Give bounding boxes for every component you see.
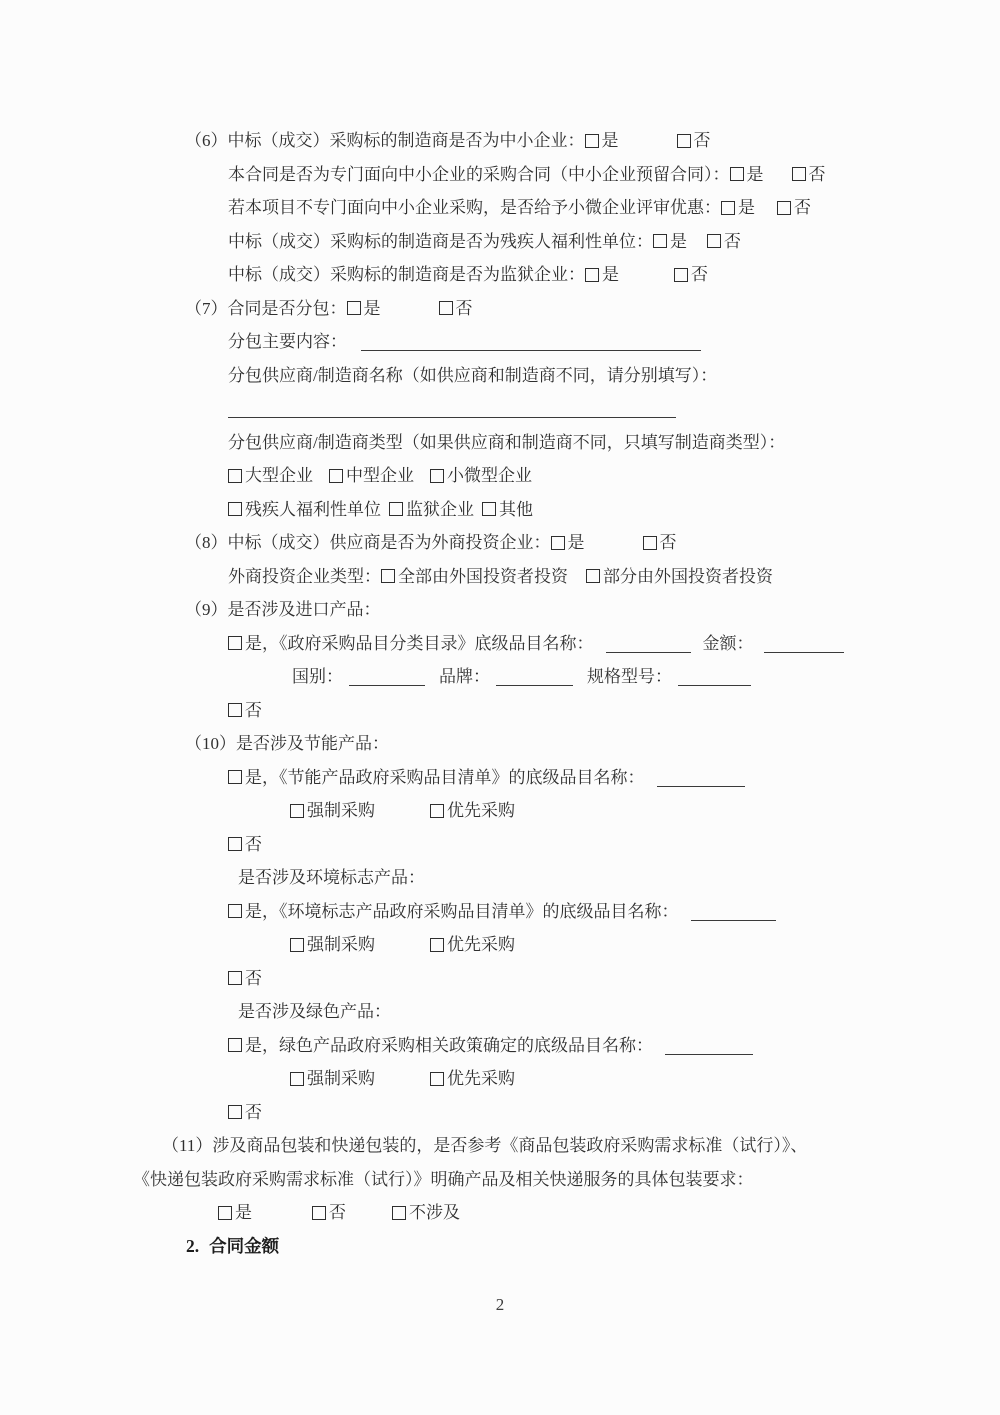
text-run: （7）合同是否分包：: [185, 298, 347, 318]
checkbox-label: 优先采购: [447, 1069, 515, 1088]
text-run: 绿色产品政府采购相关政策确定的底级品目名称：: [279, 1035, 653, 1055]
checkbox-partially-foreign-invested: [586, 567, 773, 586]
fill-in-blank-line: [228, 401, 676, 418]
checkbox-square-icon: [551, 536, 565, 550]
checkbox-square-icon: [777, 201, 791, 215]
checkbox-other: [482, 500, 533, 519]
fill-in-blank-line: [678, 669, 751, 686]
spacer: [764, 179, 792, 180]
form-line-item7-subcontract: [185, 292, 1000, 326]
checkbox-square-icon: [482, 502, 496, 516]
checkbox-label: 部分由外国投资者投资: [603, 566, 773, 586]
checkbox-large-enterprise: [228, 466, 313, 485]
checkbox-disabled-welfare-unit: [228, 500, 381, 519]
section-heading-contract-amount: [186, 1230, 1000, 1264]
checkbox-label: 否: [245, 700, 262, 720]
spacer: [619, 279, 674, 280]
form-line-foreign-invest-type: [228, 560, 1000, 594]
form-line-env-procurement-type: [290, 928, 1000, 962]
fill-in-blank-line: [361, 334, 701, 351]
checkbox-label: 否: [329, 1203, 346, 1222]
text-run: 《节能产品政府采购品目清单》的底级品目名称：: [279, 767, 645, 787]
checkbox-label: 优先采购: [447, 935, 515, 954]
checkbox-label: 监狱企业: [406, 499, 474, 519]
fill-in-blank-line: [349, 669, 425, 686]
checkbox-square-icon: [721, 201, 735, 215]
checkbox-small-micro-enterprise: [430, 466, 532, 485]
checkbox-square-icon: [347, 301, 361, 315]
checkbox-label: 否: [724, 231, 741, 251]
spacer: [347, 346, 361, 347]
form-line-reserved-contract: [228, 158, 1000, 192]
checkbox-yes: [551, 533, 585, 552]
checkbox-square-icon: [430, 469, 444, 483]
spacer: [375, 1083, 430, 1084]
checkbox-square-icon: [228, 770, 242, 784]
checkbox-yes: [347, 299, 381, 318]
checkbox-no: [439, 299, 473, 318]
spacer: [568, 581, 586, 582]
form-line-enterprise-size-options: [228, 459, 1000, 493]
form-line-import-no: [228, 694, 1000, 728]
checkbox-medium-enterprise: [329, 466, 414, 485]
checkbox-label: 是: [567, 533, 585, 552]
checkbox-label: 否: [245, 1102, 262, 1122]
form-line-energy-no: [228, 828, 1000, 862]
checkbox-yes: [585, 265, 619, 284]
text-run: 外商投资企业类型：: [228, 566, 381, 586]
text-run: 品牌：: [439, 667, 490, 686]
checkbox-label: 否: [691, 265, 708, 284]
form-line-item9-import-products: [185, 593, 1000, 627]
form-line-green-no: [228, 1096, 1000, 1130]
checkbox-no: [228, 701, 262, 720]
form-line-item6-sme: [185, 124, 1000, 158]
spacer: [375, 949, 430, 950]
spacer: [573, 681, 587, 682]
spacer: [313, 480, 329, 481]
checkbox-no: [312, 1203, 346, 1222]
checkbox-square-icon: [290, 938, 304, 952]
checkbox-square-icon: [228, 837, 242, 851]
form-line-enterprise-other-options: [228, 493, 1000, 527]
checkbox-prison-enterprise: [389, 500, 474, 519]
form-line-disabled-welfare: [228, 225, 1000, 259]
checkbox-label: 否: [808, 164, 826, 184]
text-run: 2.: [186, 1235, 200, 1256]
checkbox-yes: [228, 768, 279, 787]
checkbox-label: 是: [746, 164, 764, 184]
checkbox-label: 强制采购: [307, 1069, 375, 1088]
text-run: 《政府采购品目分类目录》底级品目名称：: [279, 633, 594, 653]
text-run: 若本项目不专门面向中小企业采购，是否给予小微企业评审优惠：: [228, 198, 721, 217]
checkbox-square-icon: [585, 134, 599, 148]
form-line-energy-procurement-type: [290, 794, 1000, 828]
form-line-subcontract-content: [228, 325, 1000, 359]
checkbox-label: 是，: [245, 1035, 279, 1055]
checkbox-label: 小微型企业: [447, 466, 532, 485]
checkbox-square-icon: [430, 804, 444, 818]
form-line-subcontract-supplier-type: [228, 426, 1000, 460]
checkbox-no: [228, 1103, 262, 1122]
spacer: [199, 1251, 209, 1252]
spacer: [375, 815, 430, 816]
checkbox-no: [674, 265, 708, 284]
checkbox-square-icon: [228, 636, 242, 650]
form-line-blank-fill: [228, 392, 1000, 426]
spacer: [679, 916, 691, 917]
form-line-item11-packaging-1: [162, 1129, 1000, 1163]
checkbox-square-icon: [381, 569, 395, 583]
form-line-item10-energy-saving: [185, 727, 1000, 761]
checkbox-label: 强制采购: [307, 935, 375, 954]
spacer: [425, 681, 439, 682]
checkbox-square-icon: [674, 268, 688, 282]
checkbox-no: [792, 165, 826, 184]
spacer: [381, 514, 389, 515]
text-run: 分包供应商/制造商类型（如果供应商和制造商不同，只填写制造商类型）：: [228, 432, 786, 452]
text-run: （9）是否涉及进口产品：: [185, 600, 381, 619]
text-run: 是否涉及绿色产品：: [238, 1002, 391, 1021]
checkbox-label: 不涉及: [409, 1203, 460, 1222]
checkbox-square-icon: [585, 268, 599, 282]
form-line-green-question: [238, 995, 1000, 1029]
checkbox-label: 强制采购: [307, 801, 375, 820]
checkbox-no: [228, 969, 262, 988]
checkbox-label: 大型企业: [245, 466, 313, 485]
checkbox-yes: [730, 165, 764, 184]
checkbox-square-icon: [312, 1206, 326, 1220]
spacer: [687, 246, 707, 247]
checkbox-label: 是，: [245, 901, 279, 921]
checkbox-square-icon: [389, 502, 403, 516]
checkbox-label: 残疾人福利性单位: [245, 499, 381, 519]
checkbox-label: 全部由外国投资者投资: [398, 566, 568, 586]
checkbox-not-involved: [392, 1203, 460, 1222]
spacer: [346, 1217, 392, 1218]
text-run: 规格型号：: [587, 667, 672, 686]
checkbox-no: [777, 198, 811, 217]
text-run: 合同金额: [209, 1235, 280, 1256]
checkbox-label: 否: [794, 198, 811, 217]
checkbox-square-icon: [228, 1105, 242, 1119]
fill-in-blank-line: [606, 636, 691, 653]
checkbox-no: [643, 533, 677, 552]
spacer: [474, 514, 482, 515]
form-line-subcontract-supplier-name: [228, 359, 1000, 393]
spacer: [585, 547, 643, 548]
checkbox-priority-procurement: [430, 935, 515, 954]
checkbox-square-icon: [228, 469, 242, 483]
checkbox-label: 是: [601, 131, 619, 150]
form-line-import-country-brand: [292, 660, 1000, 694]
form-line-env-yes-detail: [228, 895, 1000, 929]
checkbox-square-icon: [430, 1072, 444, 1086]
checkbox-label: 优先采购: [447, 801, 515, 820]
fill-in-blank-line: [665, 1038, 753, 1055]
text-run: 《环境标志产品政府采购品目清单》的底级品目名称：: [279, 901, 679, 921]
checkbox-label: 是: [602, 265, 619, 284]
checkbox-yes: [721, 198, 755, 217]
checkbox-priority-procurement: [430, 1069, 515, 1088]
spacer: [619, 145, 677, 146]
form-line-packaging-options: [218, 1196, 1000, 1230]
text-run: 金额：: [702, 633, 754, 653]
checkbox-no: [228, 835, 262, 854]
checkbox-label: 是: [738, 198, 755, 217]
fill-in-blank-line: [657, 770, 745, 787]
text-run: （6）中标（成交）采购标的制造商是否为中小企业：: [185, 131, 585, 150]
spacer: [252, 1217, 312, 1218]
checkbox-square-icon: [218, 1206, 232, 1220]
form-line-energy-yes-detail: [228, 761, 1000, 795]
text-run: 《快递包装政府采购需求标准（试行）》明确产品及相关快递服务的具体包装要求：: [133, 1169, 754, 1189]
checkbox-yes: [218, 1203, 252, 1222]
checkbox-label: 是: [670, 231, 687, 251]
spacer: [414, 480, 430, 481]
checkbox-label: 否: [245, 834, 262, 854]
text-run: 中标（成交）采购标的制造商是否为监狱企业：: [228, 265, 585, 284]
checkbox-label: 其他: [499, 499, 533, 519]
checkbox-square-icon: [677, 134, 691, 148]
spacer: [381, 313, 439, 314]
form-line-env-label-question: [238, 861, 1000, 895]
spacer: [755, 212, 777, 213]
form-line-green-procurement-type: [290, 1062, 1000, 1096]
checkbox-square-icon: [228, 502, 242, 516]
spacer: [594, 648, 606, 649]
checkbox-square-icon: [430, 938, 444, 952]
checkbox-label: 否: [245, 968, 262, 988]
checkbox-yes: [585, 131, 619, 150]
checkbox-yes: [228, 1036, 279, 1055]
checkbox-square-icon: [228, 971, 242, 985]
text-run: 分包主要内容：: [228, 332, 347, 351]
fill-in-blank-line: [496, 669, 573, 686]
checkbox-square-icon: [730, 167, 744, 181]
spacer: [691, 648, 703, 649]
spacer: [645, 782, 657, 783]
text-run: （10）是否涉及节能产品：: [185, 734, 389, 753]
checkbox-square-icon: [392, 1206, 406, 1220]
checkbox-square-icon: [707, 234, 721, 248]
text-run: （11）涉及商品包装和快递包装的，是否参考《商品包装政府采购需求标准（试行）》、: [162, 1136, 808, 1155]
checkbox-square-icon: [653, 234, 667, 248]
checkbox-square-icon: [643, 536, 657, 550]
text-run: 中标（成交）采购标的制造商是否为残疾人福利性单位：: [228, 231, 653, 251]
checkbox-priority-procurement: [430, 801, 515, 820]
checkbox-square-icon: [228, 703, 242, 717]
checkbox-label: 中型企业: [346, 466, 414, 485]
text-run: 本合同是否为专门面向中小企业的采购合同（中小企业预留合同）：: [228, 164, 730, 184]
checkbox-label: 是: [363, 298, 381, 318]
text-run: 国别：: [292, 667, 343, 686]
checkbox-square-icon: [290, 1072, 304, 1086]
fill-in-blank-line: [764, 636, 844, 653]
text-run: 分包供应商/制造商名称（如供应商和制造商不同，请分别填写）：: [228, 365, 718, 385]
page-number: 2: [495, 1295, 505, 1314]
form-line-item8-foreign-invested: [185, 526, 1000, 560]
checkbox-square-icon: [228, 904, 242, 918]
checkbox-square-icon: [329, 469, 343, 483]
checkbox-square-icon: [439, 301, 453, 315]
text-run: 是否涉及环境标志产品：: [238, 868, 425, 887]
form-line-item11-packaging-2: [133, 1163, 1000, 1197]
checkbox-square-icon: [586, 569, 600, 583]
checkbox-label: 否: [659, 533, 677, 552]
checkbox-label: 是，: [245, 767, 279, 787]
checkbox-no: [677, 131, 711, 150]
checkbox-mandatory-procurement: [290, 935, 375, 954]
form-line-green-yes-detail: [228, 1029, 1000, 1063]
checkbox-square-icon: [228, 1038, 242, 1052]
fill-in-blank-line: [691, 904, 776, 921]
checkbox-square-icon: [290, 804, 304, 818]
spacer: [754, 648, 764, 649]
checkbox-label: 否: [693, 131, 711, 150]
form-line-small-micro-preference: [228, 191, 1000, 225]
spacer: [653, 1050, 665, 1051]
form-line-env-no: [228, 962, 1000, 996]
checkbox-no: [707, 232, 741, 251]
checkbox-label: 否: [455, 298, 473, 318]
checkbox-yes: [653, 232, 687, 251]
checkbox-yes: [228, 634, 279, 653]
form-line-import-yes-detail: [228, 627, 1000, 661]
checkbox-label: 是，: [245, 633, 279, 653]
checkbox-mandatory-procurement: [290, 801, 375, 820]
form-line-prison-enterprise: [228, 258, 1000, 292]
text-run: （8）中标（成交）供应商是否为外商投资企业：: [185, 533, 551, 552]
checkbox-mandatory-procurement: [290, 1069, 375, 1088]
checkbox-square-icon: [792, 167, 806, 181]
checkbox-fully-foreign-invested: [381, 567, 568, 586]
checkbox-label: 是: [235, 1203, 252, 1222]
checkbox-yes: [228, 902, 279, 921]
